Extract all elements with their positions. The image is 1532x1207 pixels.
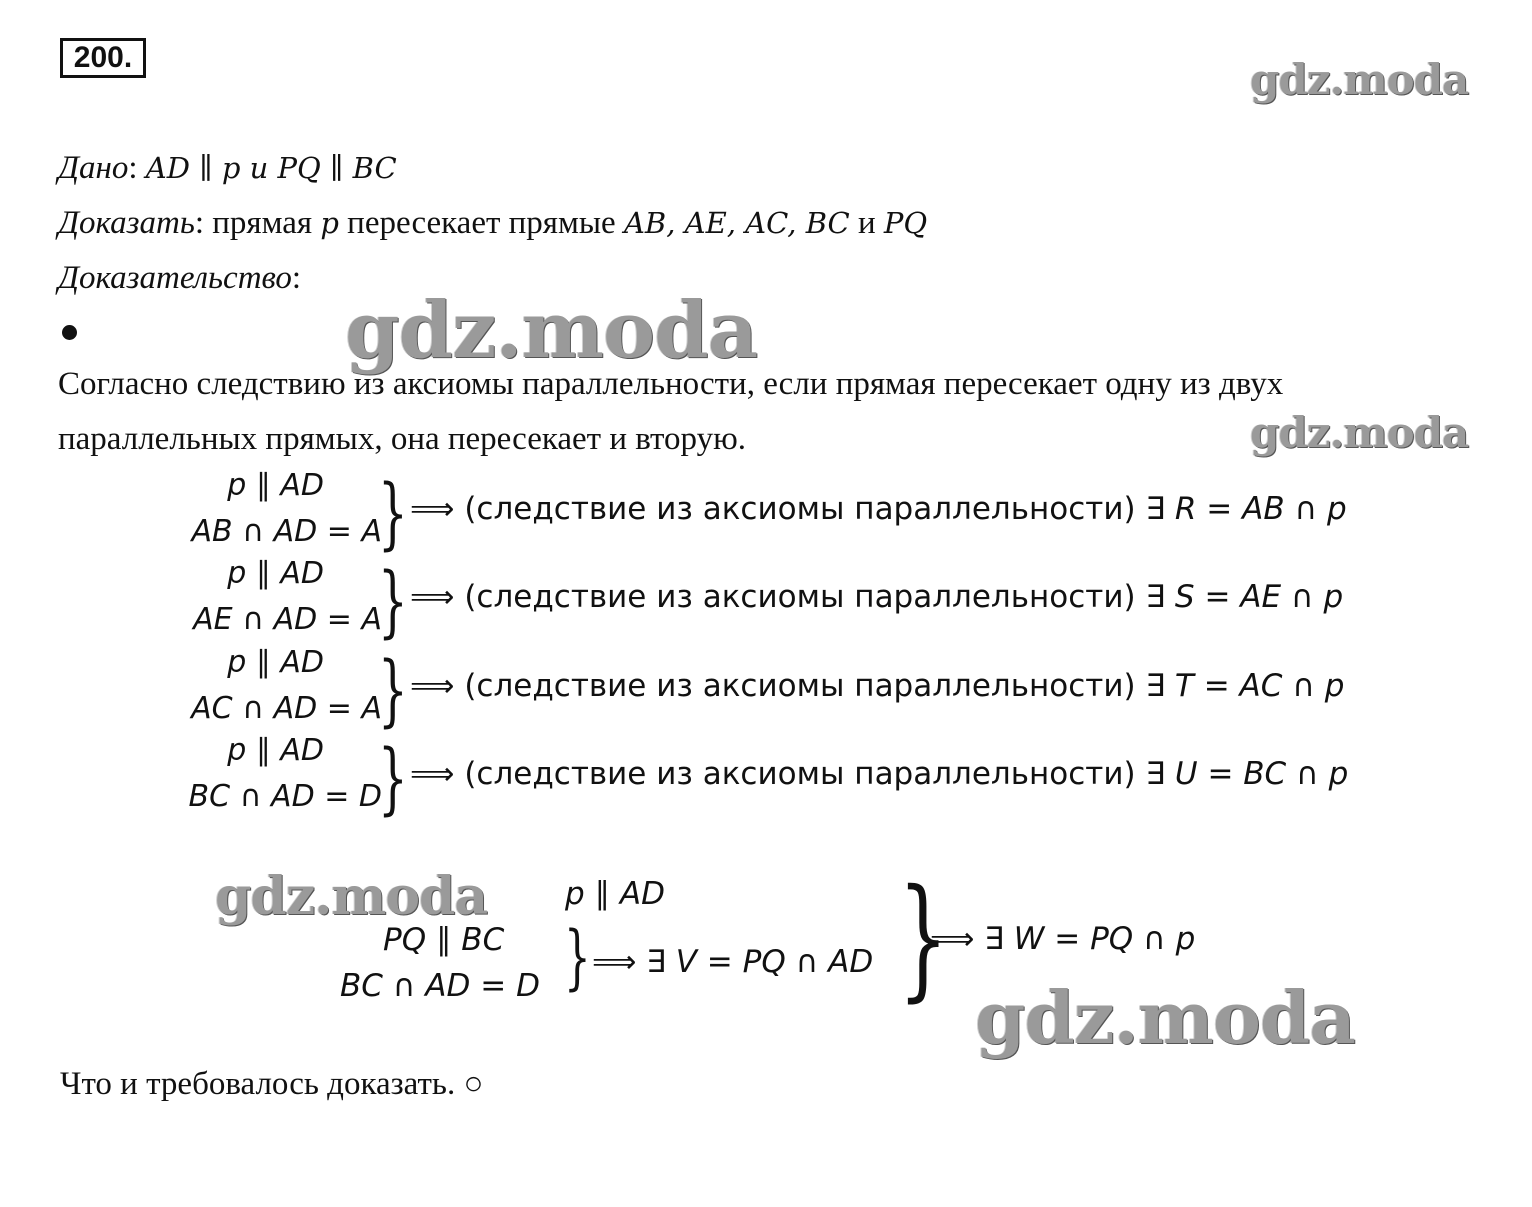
given-line [58, 150, 397, 187]
prove-text-b: пересекает прямые [338, 205, 624, 241]
system-3-arrow: ⟹ [410, 668, 455, 704]
prove-lines: AB, AE, AC, BC [623, 206, 850, 240]
final-inner-result [592, 944, 873, 980]
prove-p: p [320, 206, 339, 240]
system-2-brace: } [378, 557, 408, 647]
conclusion: Что и требовалось доказать. ○ [60, 1066, 484, 1102]
prove-last: PQ [883, 206, 928, 240]
system-2-reason: (следствие из аксиомы параллельности) [464, 579, 1136, 615]
final-inner-result-text: ⟹ ∃ V = PQ ∩ AD [592, 944, 874, 980]
proof-line [58, 260, 301, 297]
system-2-conclusion [410, 579, 1343, 615]
system-2-arrow: ⟹ [410, 579, 455, 615]
given-math: AD ∥ p и PQ ∥ BC [145, 151, 397, 185]
final-outer-result [930, 921, 1195, 957]
system-4-reason: (следствие из аксиомы параллельности) [464, 756, 1136, 792]
bullet-point [62, 325, 77, 340]
watermark-lower-left: gdz.moda [215, 866, 488, 927]
system-2 [120, 556, 382, 646]
system-1-arrow: ⟹ [410, 491, 455, 527]
system-4-brace: } [378, 734, 408, 824]
final-outer-brace: } [898, 861, 949, 1015]
system-2-top: p ∥ AD [227, 556, 324, 591]
corollary-line-2: параллельных прямых, она пересекает и вторую. [58, 421, 746, 457]
prove-text-a: : прямая [194, 205, 321, 241]
system-4-conclusion [410, 756, 1348, 792]
watermark-lower-right: gdz.moda [975, 975, 1355, 1060]
final-outer-result-text: ⟹ ∃ W = PQ ∩ p [930, 921, 1196, 957]
system-3-bottom: AC ∩ AD = A [191, 691, 382, 726]
proof-label: Доказательство [58, 260, 292, 296]
system-4-arrow: ⟹ [410, 756, 455, 792]
system-2-result: ∃ S = AE ∩ p [1145, 579, 1344, 615]
system-4-result: ∃ U = BC ∩ p [1145, 756, 1349, 792]
prove-line [58, 205, 927, 242]
system-1-bottom: AB ∩ AD = A [191, 514, 382, 549]
corollary-line-1: Согласно следствию из аксиомы параллельности, если прямая пересекает одну из двух [58, 366, 1284, 402]
prove-and: и [849, 205, 884, 241]
system-3-conclusion [410, 668, 1344, 704]
given-sep: : [128, 150, 138, 186]
watermark-large: gdz.moda [345, 285, 758, 376]
system-4 [120, 733, 382, 823]
watermark-middle-right: gdz.moda [1250, 408, 1469, 457]
system-1-conclusion [410, 491, 1347, 527]
system-1 [120, 468, 382, 558]
system-1-reason: (следствие из аксиомы параллельности) [464, 491, 1136, 527]
final-outer-top: p ∥ AD [565, 876, 665, 912]
system-2-bottom: AE ∩ AD = A [193, 602, 382, 637]
final-inner-bottom: BC ∩ AD = D [340, 968, 540, 1004]
system-3-result: ∃ T = AC ∩ p [1145, 668, 1345, 704]
problem-number: 200. [60, 38, 146, 78]
prove-label: Доказать [58, 205, 195, 241]
system-4-top: p ∥ AD [227, 733, 324, 768]
given-label: Дано [58, 150, 129, 186]
watermark-top-right: gdz.moda [1250, 55, 1469, 104]
system-4-bottom: BC ∩ AD = D [188, 779, 382, 814]
proof-sep: : [291, 260, 302, 296]
system-3-reason: (следствие из аксиомы параллельности) [464, 668, 1136, 704]
system-1-top: p ∥ AD [227, 468, 324, 503]
system-3-top: p ∥ AD [227, 645, 324, 680]
system-3-brace: } [378, 646, 408, 736]
final-inner-brace: } [564, 916, 591, 998]
system-1-result: ∃ R = AB ∩ p [1145, 491, 1347, 527]
system-3 [120, 645, 382, 735]
final-inner-top: PQ ∥ BC [383, 922, 505, 958]
system-1-brace: } [378, 469, 408, 559]
